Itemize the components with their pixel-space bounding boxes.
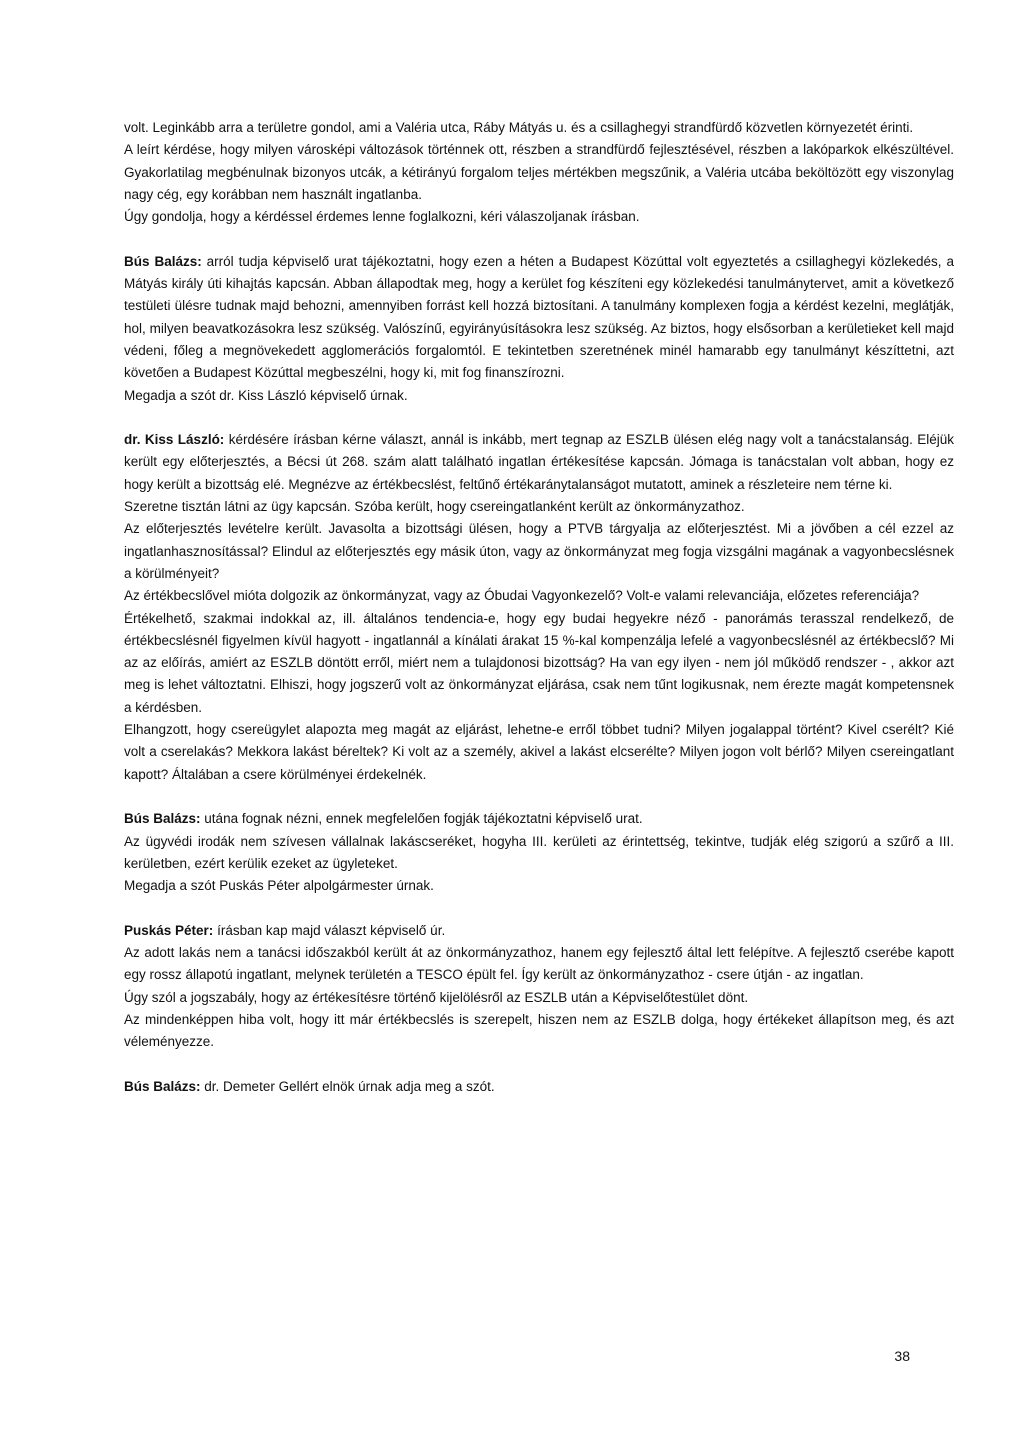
paragraph-spacer — [124, 1053, 954, 1075]
paragraph: Az ügyvédi irodák nem szívesen vállalnak lakáscseréket, hogyha III. kerületi az érintettség, tekintve, tudják elég szigorú a szűrő a III. kerületben, ezért kerülik ezeket az ügyleteket. — [124, 833, 954, 871]
paragraph-spacer — [124, 407, 954, 429]
paragraph: A leírt kérdése, hogy milyen városképi változások történnek ott, részben a strandfürdő fejlesztésével, részben a lakóparkok elkészültével. Gyakorlatilag megbénulnak bizonyos utcák, a kétirányú forgalom teljes mértékben megszűnik, a Valéria utcába beköltözött egy viszonylag nagy cég, egy korábban nem használt ingatlanba. — [124, 142, 954, 202]
speaker-paragraph — [124, 1076, 954, 1098]
paragraph: Úgy gondolja, hogy a kérdéssel érdemes lenne foglalkozni, kéri válaszoljanak írásban. — [124, 209, 640, 225]
speaker-paragraph — [124, 429, 954, 496]
speaker-name: dr. Kiss László: — [124, 432, 225, 448]
speech-text: írásban kap majd választ képviselő úr. — [217, 922, 446, 938]
speaker-name: Bús Balázs: — [124, 253, 202, 269]
paragraph: Az adott lakás nem a tanácsi időszakból került át az önkormányzathoz, hanem egy fejlesztő által lett felépítve. A fejlesztő cserébe kapott egy rossz állapotú ingatlant, melynek területén a TESCO épült fel. Így került az önkormányzathoz - csere útján - az ingatlan. — [124, 944, 954, 983]
paragraph: Értékelhető, szakmai indokkal az, ill. általános tendencia-e, hogy egy budai hegyekre néző - panorámás terasszal rendelkező, de értékbecslésnél figyelmen kívül hagyott - ingatlannál a kínálati árakat 15 %-kal kompenzálja lefelé a vagyonbecslésnél az értékbecslő? Mi az az előírás, amiért az ESZLB döntött erről, miért nem a tulajdonosi bizottság? Ha van egy ilyen - nem jól működő rendszer - , akkor azt meg is lehet változtatni. Elhiszi, hogy jogszerű volt az önkormányzat eljárása, csak nem tűnt logikusnak, nem érezte magát kompetensnek a kérdésben. — [124, 610, 954, 715]
paragraph: volt. Leginkább arra a területre gondol, ami a Valéria utca, Ráby Mátyás u. és a csillaghegyi strandfürdő közvetlen környezetét érinti. — [124, 120, 914, 135]
page-number: 38 — [894, 1348, 910, 1364]
speaker-name: Bús Balázs: — [124, 811, 201, 827]
speech-text: kérdésére írásban kérne választ, annál is inkább, mert tegnap az ESZLB ülésen elég nagy volt a tanácstalanság. Eléjük került egy előterjesztés, a Bécsi út 268. szám alatt található ingatlan értékesítése kapcsán. Jómaga is tanácstalan volt abban, hogy ez hogy került a bizottság elé. Megnézve az értékbecslést, feltűnő értékaránytalanságot mutatott, aminek a részleteire nem térne ki. — [124, 432, 954, 492]
speech-text: dr. Demeter Gellért elnök úrnak adja meg a szót. — [204, 1078, 495, 1094]
paragraph: Az értékbecslővel mióta dolgozik az önkormányzat, vagy az Óbudai Vagyonkezelő? Volt-e valami relevanciája, előzetes referenciája? — [124, 588, 920, 604]
speaker-name: Puskás Péter: — [124, 922, 214, 938]
paragraph: Az előterjesztés levételre került. Javasolta a bizottsági ülésen, hogy a PTVB tárgyalja az előterjesztést. Mi a jövőben a cél ezzel az ingatlanhasznosítással? Elindul az előterjesztés egy másik úton, vagy az önkormányzat meg fogja vizsgálni magának a vagyonbecslésnek a körülményeit? — [124, 521, 954, 581]
text-column — [124, 117, 954, 1098]
speaker-paragraph — [124, 251, 954, 385]
paragraph-spacer — [124, 897, 954, 919]
paragraph: Úgy szól a jogszabály, hogy az értékesítésre történő kijelölésről az ESZLB után a Képviselőtestület dönt. — [124, 989, 749, 1005]
paragraph: Szeretne tisztán látni az ügy kapcsán. Szóba került, hogy csereingatlanként került az önkormányzathoz. — [124, 499, 745, 515]
paragraph-spacer — [124, 786, 954, 808]
paragraph: Elhangzott, hogy csereügylet alapozta meg magát az eljárást, lehetne-e erről többet tudni? Milyen jogalappal történt? Kivel cserélt? Kié volt a cserelakás? Mekkora lakást béreltek? Ki volt az a személy, akivel a lakást elcserélte? Milyen jogon volt bérlő? Milyen csereingatlant kapott? Általában a csere körülményei érdekelnék. — [124, 722, 954, 782]
paragraph: Megadja a szót Puskás Péter alpolgármester úrnak. — [124, 878, 434, 894]
speaker-name: Bús Balázs: — [124, 1078, 201, 1094]
paragraph: Az mindenképpen hiba volt, hogy itt már értékbecslés is szerepelt, hiszen nem az ESZLB dolga, hogy értékeket állapítson meg, és azt véleményezze. — [124, 1011, 954, 1050]
speech-text: utána fognak nézni, ennek megfelelően fogják tájékoztatni képviselő urat. — [204, 811, 643, 827]
paragraph-spacer — [124, 228, 954, 250]
speech-text: arról tudja képviselő urat tájékoztatni, hogy ezen a héten a Budapest Közúttal volt egyeztetés a csillaghegyi közlekedés, a Mátyás király úti kihajtás kapcsán. Abban állapodtak meg, hogy a kerület fog készíteni egy közlekedési tanulmánytervet, amit a következő testületi ülésre tudnak majd behozni, amennyiben forrást kell hozzá biztosítani. A tanulmány komplexen fogja a kérdést kezelni, meglátják, hol, milyen beavatkozásokra lesz szükség. Valószínű, egyirányúsításokra lesz szükség. Az biztos, hogy elsősorban a kerületieket kell majd védeni, főleg a megnövekedett agglomerációs forgalomtól. E tekintetben szeretnének minél hamarabb egy tanulmányt készíttetni, azt követően a Budapest Közúttal megbeszélni, hogy ki, mit fog finanszírozni. — [124, 253, 954, 381]
speaker-paragraph — [124, 920, 954, 942]
speaker-paragraph — [124, 808, 954, 830]
paragraph: Megadja a szót dr. Kiss László képviselő úrnak. — [124, 387, 408, 403]
